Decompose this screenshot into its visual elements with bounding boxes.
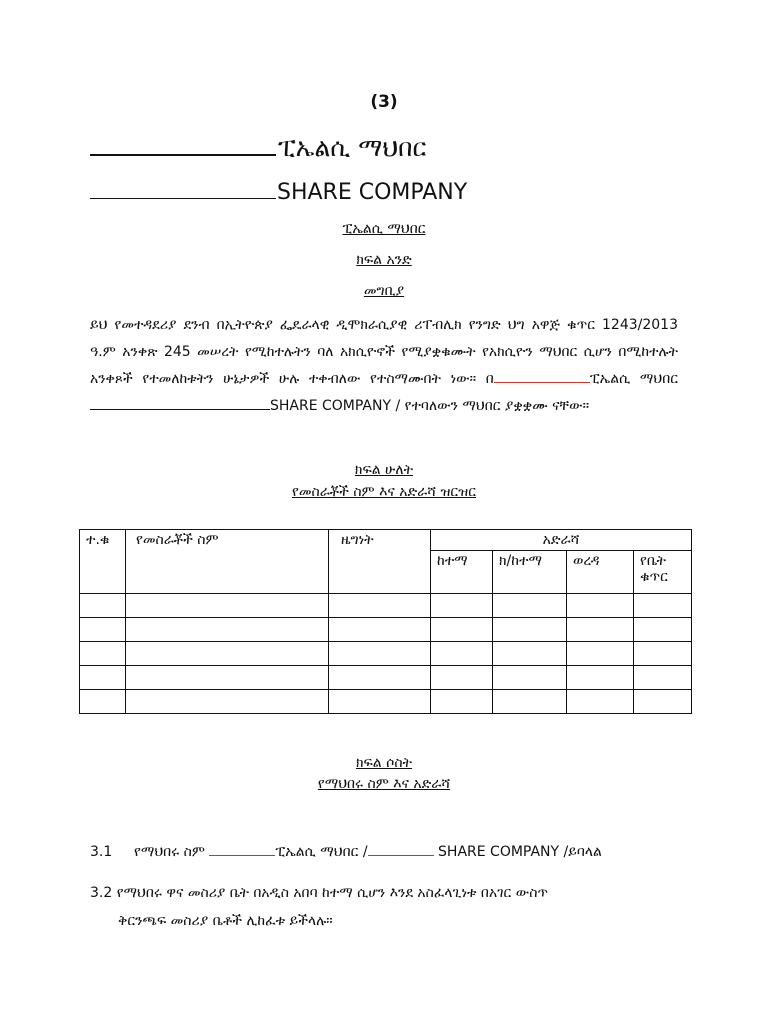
- clause-3-1: [90, 841, 690, 860]
- table-cell: [126, 666, 329, 690]
- fill-blank: [368, 841, 434, 856]
- section-2-subtitle: የመስራቾች ስም እና አድራሻ ዝርዝር: [292, 484, 476, 500]
- table-cell: [329, 618, 431, 642]
- table-cell: [431, 618, 493, 642]
- col-header-subcity: ክ/ከተማ: [493, 551, 567, 594]
- table-cell: [634, 666, 692, 690]
- col-header-house-no: የቤት ቁጥር: [634, 551, 692, 594]
- intro-text-1: ይህ የመተዳደሪያ ደንብ በኢትዮጵያ ፌዴራላዊ ዲሞክራሲያዊ ሪፐብሊክ የንግድ ህግ አዋጅ ቁጥር 1243/2013 ዓ.ም አንቀጽ 245 መሠረት የሚከተሉትን ባለ አክሲዮኖች የሚያቋቁሙት የአክሲዮን ማህበር ሲሆን በሚከተሉት አንቀጾች የተመለከቱትን ሁኔታዎች ሁሉ ተቀብለው የተስማሙበት ነው። በ: [90, 317, 678, 387]
- intro-text-2: ፒኤልሲ ማህበር: [589, 371, 678, 387]
- company-title-english: [90, 178, 467, 205]
- table-cell: [634, 642, 692, 666]
- table-cell: [493, 594, 567, 618]
- section-2-title: ክፍል ሁለት: [354, 462, 414, 478]
- table-cell: [567, 690, 634, 714]
- fill-blank: [209, 841, 275, 856]
- founders-table: [79, 529, 692, 714]
- table-cell: [567, 666, 634, 690]
- header-line-2: ክፍል አንድ: [356, 252, 412, 268]
- table-row: [80, 690, 692, 714]
- table-row: [80, 618, 692, 642]
- table-cell: [126, 690, 329, 714]
- col-header-name: የመስራቾች ስም: [126, 530, 329, 594]
- blank-line: [90, 128, 276, 156]
- table-cell: [493, 618, 567, 642]
- col-header-nationality: ዜግነት: [329, 530, 431, 594]
- table-cell: [431, 642, 493, 666]
- table-cell: [329, 594, 431, 618]
- table-cell: [126, 618, 329, 642]
- table-cell: [80, 690, 126, 714]
- table-cell: [126, 594, 329, 618]
- table-cell: [80, 642, 126, 666]
- clause-text-2: ፒኤልሲ ማህበር /: [275, 844, 368, 860]
- title-english-text: SHARE COMPANY: [277, 180, 468, 205]
- section-3-subtitle: የማህበሩ ስም እና አድራሻ: [317, 776, 451, 792]
- table-cell: [126, 642, 329, 666]
- table-cell: [80, 666, 126, 690]
- table-cell: [634, 594, 692, 618]
- intro-paragraph: [90, 312, 678, 420]
- intro-text-3: SHARE COMPANY / የተባለውን ማህበር ያቋቋሙ ናቸው።: [270, 398, 590, 414]
- table-cell: [493, 642, 567, 666]
- table-body: [80, 594, 692, 714]
- header-line-1: ፒኤልሲ ማህበር: [342, 221, 426, 237]
- table-cell: [329, 690, 431, 714]
- table-cell: [567, 618, 634, 642]
- clause-3-2-line-2: ቅርንጫፍ መስሪያ ቤቶች ሊከፈቱ ይችላሉ።: [118, 913, 333, 929]
- table-row: [80, 666, 692, 690]
- section-3-title: ክፍል ሶስት: [355, 755, 413, 771]
- table-cell: [431, 594, 493, 618]
- col-header-city: ከተማ: [431, 551, 493, 594]
- table-cell: [634, 618, 692, 642]
- fill-blank: [494, 368, 590, 383]
- clause-3-2-line-1: 3.2 የማህበሩ ዋና መስሪያ ቤት በአዲስ አበባ ከተማ ሲሆን እንደ አስፈላጊነቱ በአገር ውስጥ: [90, 885, 549, 901]
- clause-3-2: [90, 879, 678, 935]
- clause-number: 3.1: [90, 844, 113, 860]
- table-cell: [80, 618, 126, 642]
- table-cell: [493, 690, 567, 714]
- page-number: (3): [370, 92, 398, 112]
- table-cell: [493, 666, 567, 690]
- table-row: [80, 642, 692, 666]
- table-cell: [80, 594, 126, 618]
- company-title-amharic: [90, 128, 426, 163]
- table-cell: [634, 690, 692, 714]
- col-header-address: አድራሻ: [431, 530, 692, 551]
- table-row: [80, 594, 692, 618]
- fill-blank: [90, 395, 270, 410]
- col-header-woreda: ወረዳ: [567, 551, 634, 594]
- clause-text-3: SHARE COMPANY /ይባላል: [433, 844, 602, 860]
- table-cell: [431, 666, 493, 690]
- table-cell: [329, 642, 431, 666]
- col-header-no: ተ.ቁ: [80, 530, 126, 594]
- table-cell: [567, 594, 634, 618]
- title-amharic-text: ፒኤልሲ ማህበር: [278, 133, 427, 162]
- header-line-3: መግቢያ: [363, 283, 405, 299]
- table-cell: [431, 690, 493, 714]
- table-cell: [567, 642, 634, 666]
- clause-text-1: የማህበሩ ስም: [134, 844, 210, 860]
- table-cell: [329, 666, 431, 690]
- blank-line: [90, 178, 276, 199]
